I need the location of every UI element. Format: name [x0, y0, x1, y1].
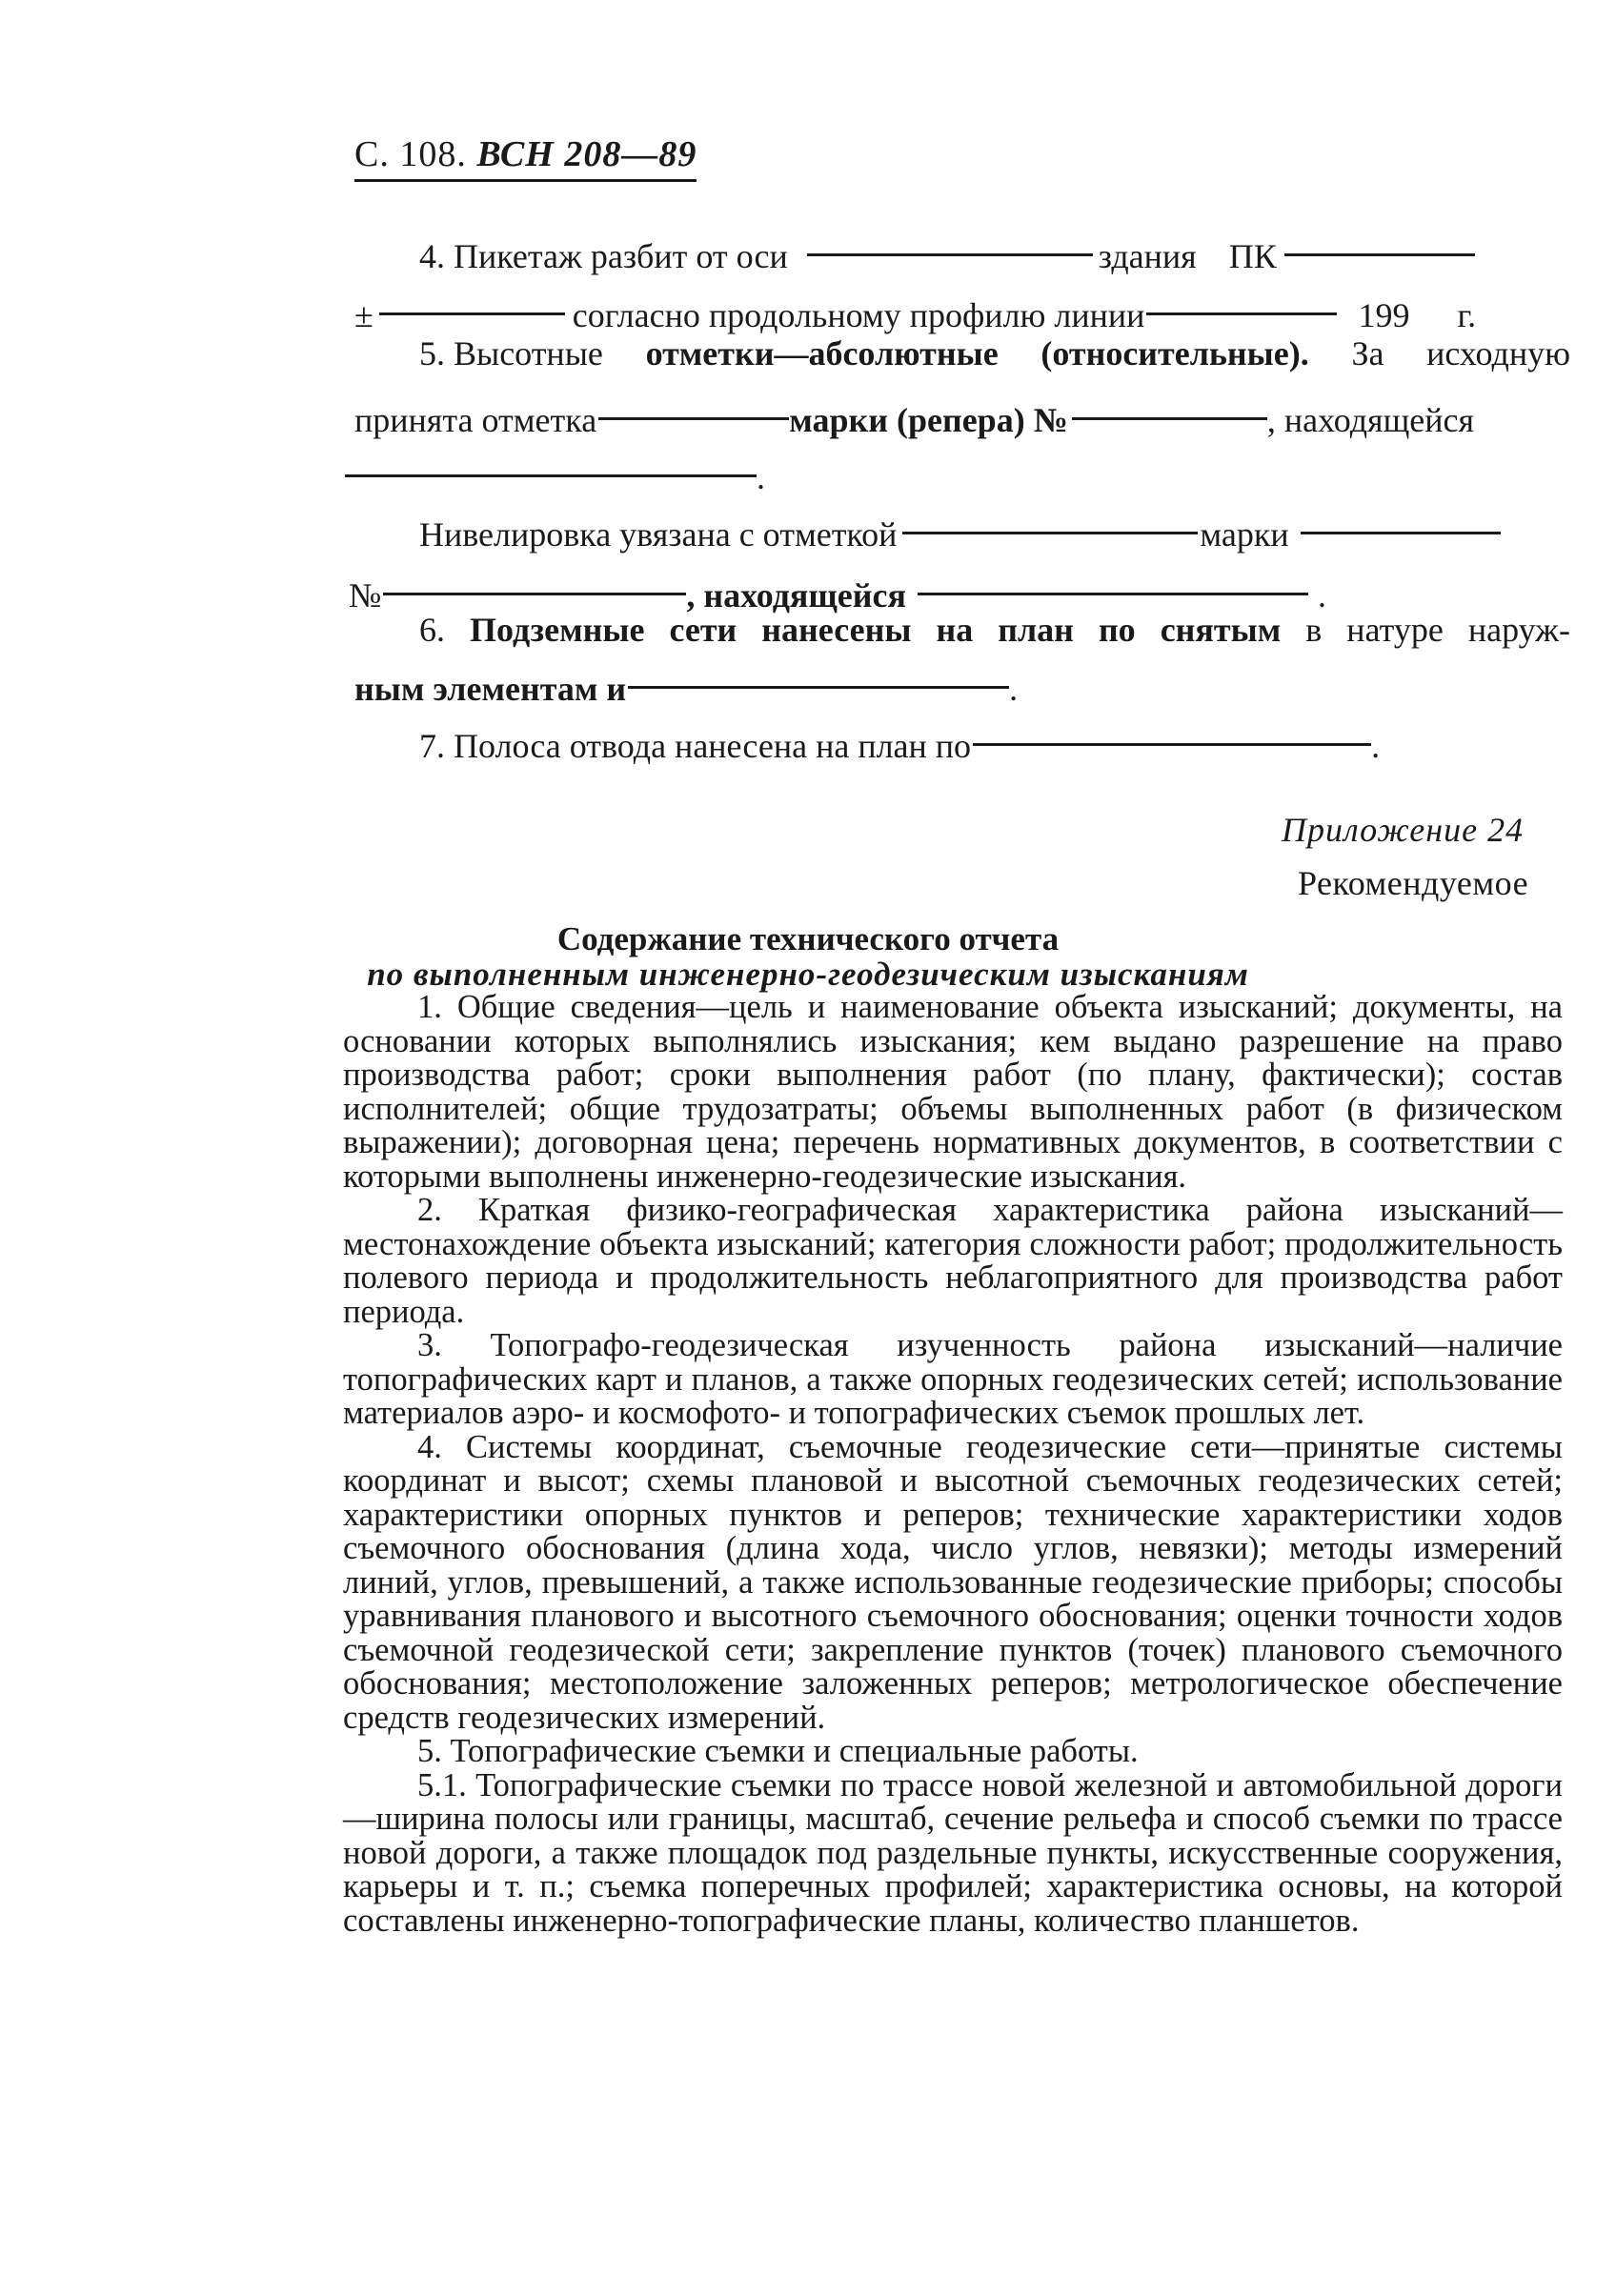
item6-word: на — [936, 611, 974, 649]
item5-word: исходную — [1426, 334, 1570, 373]
item5-line1 — [419, 333, 1570, 373]
mark-blank — [598, 417, 789, 420]
item5-text-d: , находящейся — [1266, 401, 1475, 439]
item6-word: сети — [669, 611, 737, 649]
item6-text-b: ным элементам и — [354, 670, 627, 708]
item7-period: . — [1371, 727, 1381, 765]
item5-period: . — [757, 458, 765, 496]
year-suffix: г. — [1457, 296, 1477, 334]
page-number: С. 108. — [354, 134, 467, 174]
levelling-location-blank — [918, 593, 1308, 595]
item5-text-c: марки (репера) № — [789, 401, 1068, 439]
item6-word: наруж- — [1467, 611, 1570, 649]
item5-line3 — [345, 457, 765, 497]
item4-text-c: ПК — [1228, 237, 1277, 275]
paragraph: 4. Системы координат, съемочные геодезические сети—принятые системы координат и высот; схемы плановой и высотной съемочных геодезических сетей; характеристики опорных пунктов и реперов; технические характеристики ходов съемочного обоснования (длина хода, число углов, невязки); методы измерений линий, углов, превышений, а также использованные геодезические приборы; способы уравнивания планового и высотного съемочного обоснования; оценки точности ходов съемочной геодезической сети; закрепление пунктов (точек) планового съемочного обоснования; местоположение заложенных реперов; метрологическое обеспечение средств геодезических измерений. — [343, 1428, 1563, 1736]
year-prefix: 199 — [1358, 296, 1410, 334]
document-code: ВСН 208—89 — [476, 134, 697, 174]
item7-line — [419, 726, 1380, 766]
plus-blank — [379, 312, 565, 315]
item5-word: За — [1351, 334, 1384, 373]
item5-line2 — [354, 400, 1474, 440]
item6-word: Подземные — [470, 611, 645, 649]
pk-blank — [1284, 253, 1475, 256]
item6-word: натуре — [1346, 611, 1444, 649]
item6-line1 — [419, 610, 1570, 650]
levelling-period: . — [1317, 576, 1326, 614]
item6-word: нанесены — [761, 611, 912, 649]
levelling-number-blank — [383, 593, 686, 595]
paragraph: 1. Общие сведения—цель и наименование объекта изысканий; документы, на основании которых выполнялись изыскания; кем выдано разрешение на право производства работ; сроки выполнения работ (по плану, фактически); состав исполнителей; общие трудозатраты; объемы выполненных работ (в физическом выражении); договорная цена; перечень нормативных документов, в соответствии с которыми выполнены инженерно-геодезические изыскания. — [343, 989, 1563, 1195]
item6-word: план — [998, 611, 1074, 649]
levelling-marka-blank — [1301, 532, 1501, 534]
item4-line1 — [419, 236, 1475, 276]
item4-text-a: 4. Пикетаж разбит от оси — [419, 237, 788, 275]
utilities-blank — [628, 686, 1009, 689]
item5-word: (относительные). — [1040, 334, 1309, 373]
item6-line2 — [354, 669, 1018, 709]
profile-blank — [1146, 312, 1337, 315]
document-subtitle: по выполненным инженерно-геодезическим изысканиям — [367, 956, 1249, 993]
item4-line2 — [354, 295, 1476, 335]
paragraph: 2. Краткая физико-географическая характеристика района изысканий—местонахождение объекта изысканий; категория сложности работ; продолжительность полевого периода и продолжительность неблагоприятного для производства работ периода. — [343, 1192, 1563, 1330]
item4-text-b: здания — [1098, 237, 1197, 275]
paragraph: 5. Топографические съемки и специальные работы. — [417, 1733, 1139, 1769]
item6-word: снятым — [1160, 611, 1282, 649]
item6-period: . — [1009, 670, 1019, 708]
page-header — [354, 133, 697, 182]
report-contents — [343, 991, 1563, 1938]
levelling-text-d: , находящейся — [686, 576, 906, 614]
item7-text-a: 7. Полоса отвода нанесена на план по — [419, 727, 972, 765]
paragraph: 5.1. Топографические съемки по трассе новой железной и автомобильной дороги—ширина полосы или границы, масштаб, сечение рельефа и способ съемки по трассе новой дороги, а также площадок под раздельные пункты, искусственные сооружения, карьеры и т. п.; съемка поперечных профилей; характеристика основы, на которой составлены инженерно-топографические планы, количество планшетов. — [343, 1766, 1563, 1939]
levelling-text-a: Нивелировка увязана с отметкой — [419, 515, 898, 554]
levelling-line1 — [419, 514, 1501, 554]
item5-text-b: принята отметка — [354, 401, 597, 439]
item4-text-e: согласно продольному профилю линии — [572, 296, 1145, 334]
plus-minus-sign: ± — [354, 296, 374, 334]
document-title: Содержание технического отчета — [556, 920, 1060, 957]
benchmark-number-blank — [1072, 417, 1267, 420]
item5-word: отметки—абсолютные — [645, 334, 999, 373]
levelling-mark-blank — [902, 532, 1198, 534]
axis-blank — [807, 253, 1093, 256]
appendix-status: Рекомендуемое — [1298, 864, 1529, 902]
appendix-label: Приложение 24 — [1282, 811, 1525, 849]
paragraph: 3. Топографо-геодезическая изученность района изысканий—наличие топографических карт и планов, а также опорных геодезических сетей; использование материалов аэро- и космофото- и топографических съемок прошлых лет. — [343, 1327, 1563, 1431]
item6-word: в — [1305, 611, 1323, 649]
item5-word: 5. Высотные — [419, 334, 603, 373]
location-blank — [345, 474, 757, 477]
right-of-way-blank — [973, 743, 1371, 746]
item6-word: 6. — [419, 611, 445, 649]
item6-word: по — [1098, 611, 1136, 649]
number-sign: № — [349, 576, 382, 614]
levelling-text-b: марки — [1200, 515, 1289, 554]
